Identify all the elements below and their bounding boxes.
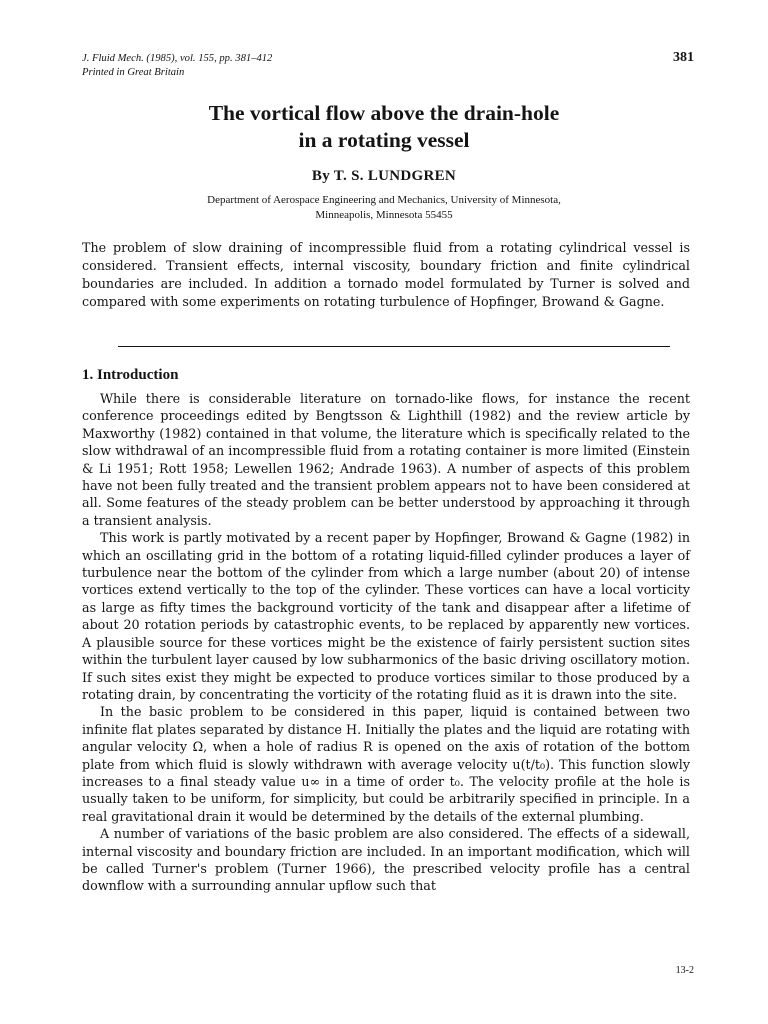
paragraph: A number of variations of the basic problem are also considered. The effects of a sidewall, internal viscosity and boundary friction are included. In an important modification, which will be called Turner's problem (Turner 1966), the prescribed velocity profile has a central downflow with a surrounding annular upflow such that [82, 826, 690, 894]
printed-note: Printed in Great Britain [82, 67, 185, 78]
paper-title [84, 100, 684, 154]
affiliation-line-2: Minneapolis, Minnesota 55455 [315, 209, 453, 221]
section-heading: 1. Introduction [82, 367, 179, 383]
affiliation-line-1: Department of Aerospace Engineering and Mechanics, University of Minnesota, [207, 194, 561, 206]
affiliation [84, 193, 684, 223]
paragraph: This work is partly motivated by a recent paper by Hopfinger, Browand & Gagne (1982) in which an oscillating grid in the bottom of a rotating liquid-filled cylinder produces a layer of turbulence near the bottom of the cylinder from which a large number (about 20) of intense vortices extend vertically to the top of the cylinder. These vortices can have a local vorticity as large as fifty times the background vorticity of the tank and disappear after a lifetime of about 20 rotation periods by catastrophic events, to be replaced by apparently new vortices. A plausible source for these vortices might be the existence of fairly persistent suction sites within the turbulent layer caused by low subharmonics of the basic driving oscillatory motion. If such sites exist they might be expected to produce vortices similar to those produced by a rotating drain, by concentrating the vorticity of the rotating fluid as it is drawn into the site. [82, 530, 690, 702]
author-byline: By T. S. LUNDGREN [311, 168, 457, 184]
paragraph: While there is considerable literature on tornado-like flows, for instance the recent conference proceedings edited by Bengtsson & Lighthill (1982) and the review article by Maxworthy (1982) contained in that volume, the literature which is specifically related to the slow withdrawal of an incompressible fluid from a rotating container is more limited (Einstein & Li 1951; Rott 1958; Lewellen 1962; Andrade 1963). A number of aspects of this problem have not been fully treated and the transient problem appears not to have been considered at all. Some features of the steady problem can be better understood by approaching it through a transient analysis. [82, 391, 690, 528]
page-number: 381 [673, 50, 694, 65]
abstract: The problem of slow draining of incompressible fluid from a rotating cylindrical vessel is considered. Transient effects, internal viscosity, boundary friction and finite cylindrical boundaries are included. In addition a tornado model formulated by Turner is solved and compared with some experiments on rotating turbulence of Hopfinger, Browand & Gagne. [82, 240, 690, 309]
paragraph: In the basic problem to be considered in this paper, liquid is contained between two infinite flat plates separated by distance H. Initially the plates and the liquid are rotating with angular velocity Ω, when a hole of radius R is opened on the axis of rotation of the bottom plate from which fluid is slowly withdrawn with average velocity u(t/t₀). This function slowly increases to a final steady value u∞ in a time of order t₀. The velocity profile at the hole is usually taken to be uniform, for simplicity, but could be arbitrarily specified in principle. In a real gravitational drain it would be determined by the details of the external plumbing. [82, 704, 690, 824]
page-footer: 13-2 [675, 965, 694, 976]
title-line-1: The vortical flow above the drain-hole [208, 101, 560, 125]
journal-citation: J. Fluid Mech. (1985), vol. 155, pp. 381–412 [82, 53, 273, 64]
running-header [82, 52, 272, 80]
title-line-2: in a rotating vessel [298, 128, 470, 152]
section-body [82, 390, 690, 895]
section-divider [118, 346, 670, 347]
